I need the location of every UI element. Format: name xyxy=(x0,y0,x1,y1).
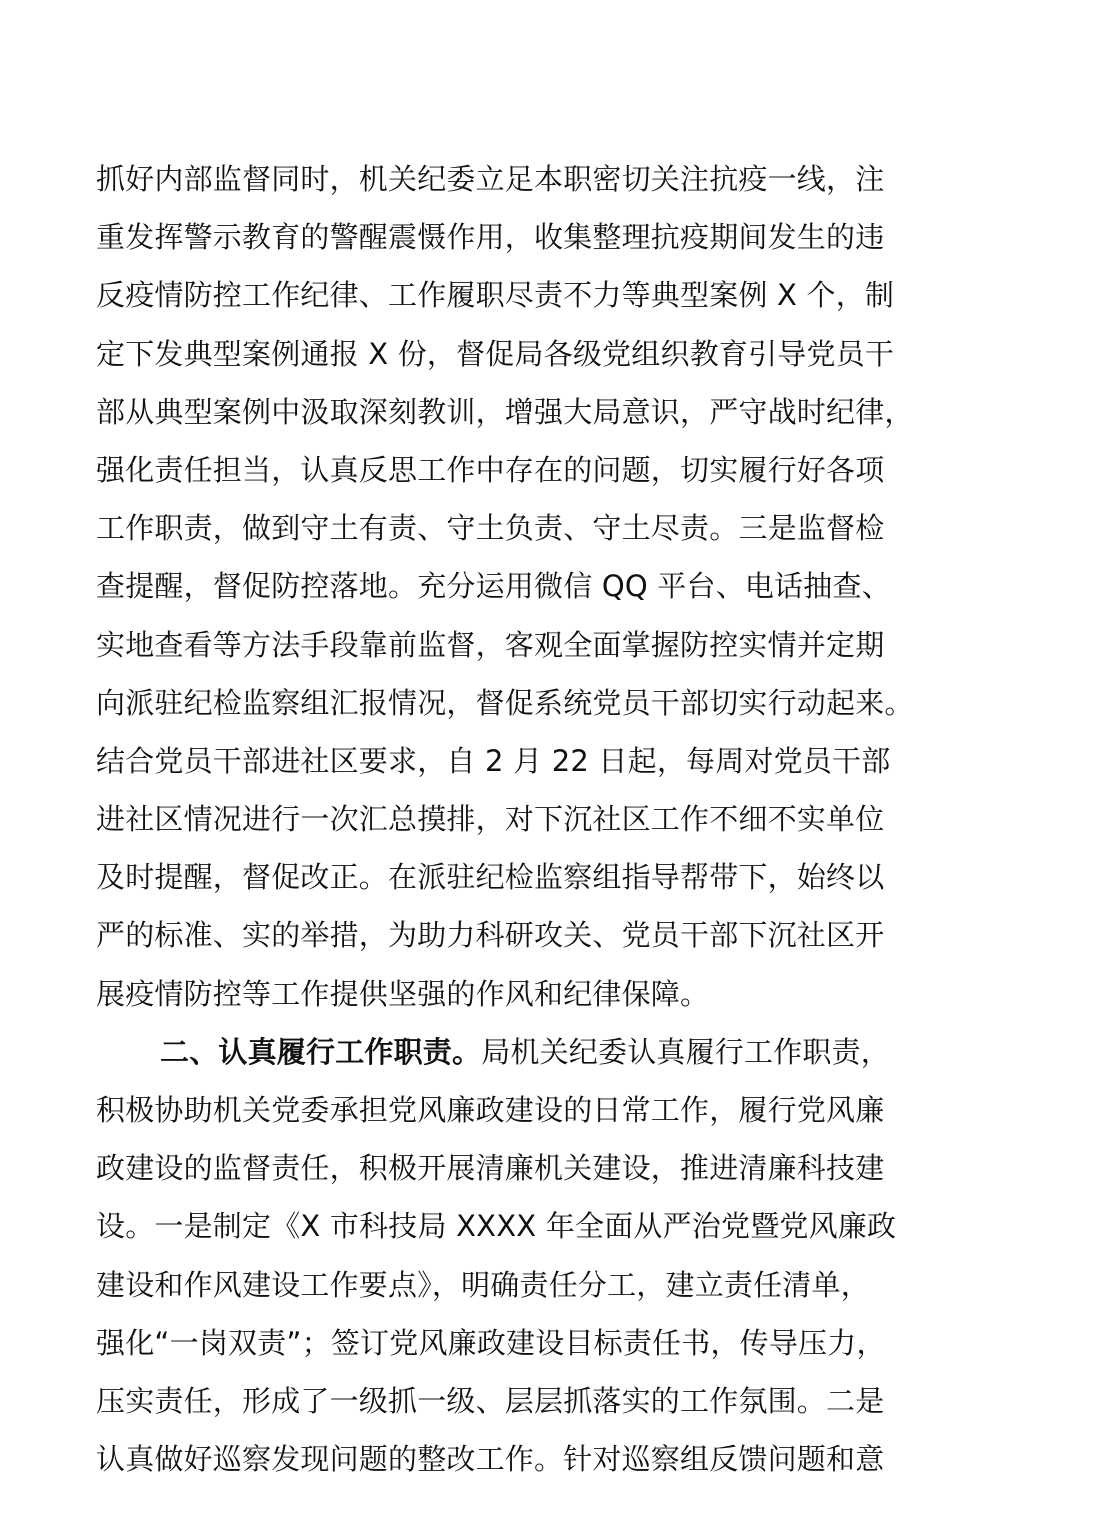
section-2-first-line-text: 局机关纪委认真履行工作职责， xyxy=(481,1034,891,1069)
text-line: 政建设的监督责任，积极开展清廉机关建设，推进清廉科技建 xyxy=(96,1151,885,1186)
text-line: 实地查看等方法手段靠前监督，客观全面掌握防控实情并定期 xyxy=(96,627,885,662)
text-line: 反疫情防控工作纪律、工作履职尽责不力等典型案例 X 个，制 xyxy=(96,278,895,313)
text-line: 强化责任担当，认真反思工作中存在的问题，切实履行好各项 xyxy=(96,452,885,487)
text-line: 认真做好巡察发现问题的整改工作。针对巡察组反馈问题和意 xyxy=(96,1442,885,1477)
text-line: 积极协助机关党委承担党风廉政建设的日常工作，履行党风廉 xyxy=(96,1093,885,1127)
text-line: 部从典型案例中汲取深刻教训，增强大局意识，严守战时纪律， xyxy=(96,394,914,429)
body-text xyxy=(96,150,1026,1488)
section-2-heading: 二、认真履行工作职责。 xyxy=(160,1034,482,1069)
text-line: 设。一是制定《X 市科技局 XXXX 年全面从严治党暨党风廉政 xyxy=(96,1209,897,1244)
text-line: 压实责任，形成了一级抓一级、层层抓落实的工作氛围。二是 xyxy=(96,1383,885,1418)
text-line: 展疫情防控等工作提供坚强的作风和纪律保障。 xyxy=(96,976,710,1011)
text-line: 重发挥警示教育的警醒震慑作用，收集整理抗疫期间发生的违 xyxy=(96,220,885,255)
text-line: 进社区情况进行一次汇总摸排，对下沉社区工作不细不实单位 xyxy=(96,802,885,837)
text-line: 定下发典型案例通报 X 份，督促局各级党组织教育引导党员干 xyxy=(96,336,895,371)
text-line: 工作职责，做到守土有责、守土负责、守土尽责。三是监督检 xyxy=(96,511,885,546)
text-line: 抓好内部监督同时，机关纪委立足本职密切关注抗疫一线，注 xyxy=(96,162,885,196)
text-line: 强化“一岗双责”；签订党风廉政建设目标责任书，传导压力， xyxy=(96,1325,886,1360)
text-line: 结合党员干部进社区要求，自 2 月 22 日起，每周对党员干部 xyxy=(96,743,891,778)
text-line: 向派驻纪检监察组汇报情况，督促系统党员干部切实行动起来。 xyxy=(96,685,914,720)
text-line: 及时提醒，督促改正。在派驻纪检监察组指导帮带下，始终以 xyxy=(96,860,885,895)
section-2-first-line xyxy=(96,1023,1026,1081)
text-line: 严的标准、实的举措，为助力科研攻关、党员干部下沉社区开 xyxy=(96,918,885,953)
text-line: 查提醒，督促防控落地。充分运用微信 QQ 平台、电话抽查、 xyxy=(96,569,891,604)
text-line: 建设和作风建设工作要点》，明确责任分工，建立责任清单， xyxy=(96,1267,870,1302)
